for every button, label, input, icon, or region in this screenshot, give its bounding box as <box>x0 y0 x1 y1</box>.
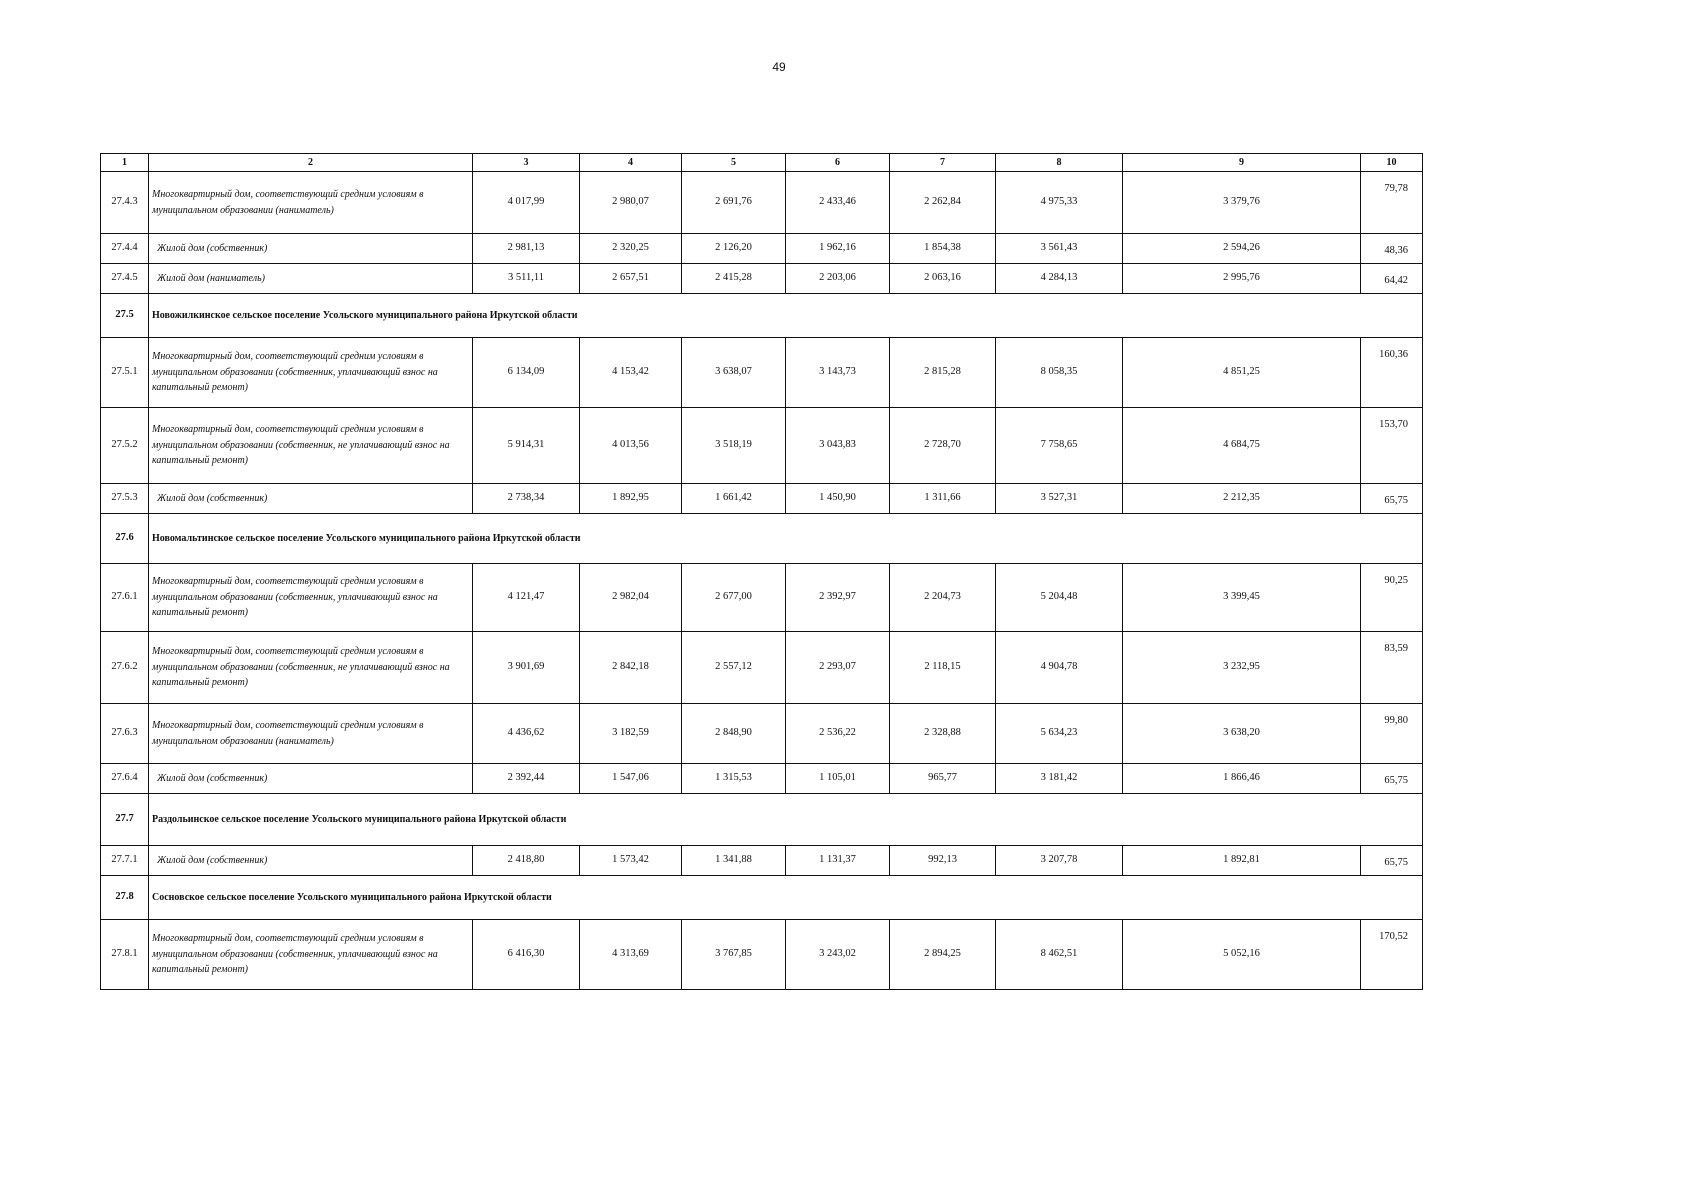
value-col-10: 170,52 <box>1361 920 1423 990</box>
value-col-3: 5 914,31 <box>473 408 580 484</box>
table-row <box>101 408 1423 484</box>
value-col-10: 65,75 <box>1361 484 1423 514</box>
row-code: 27.4.5 <box>101 264 149 294</box>
row-description: Жилой дом (собственник) <box>149 484 473 514</box>
value-col-8: 4 904,78 <box>996 632 1123 704</box>
row-code: 27.6.4 <box>101 764 149 794</box>
row-code: 27.8.1 <box>101 920 149 990</box>
value-col-4: 1 892,95 <box>580 484 682 514</box>
value-col-6: 1 131,37 <box>786 846 890 876</box>
value-col-5: 1 661,42 <box>682 484 786 514</box>
value-col-7: 2 328,88 <box>890 704 996 764</box>
value-col-6: 2 392,97 <box>786 564 890 632</box>
row-description: Многоквартирный дом, соответствующий средним условиям в муниципальном образовании (наниматель) <box>149 172 473 234</box>
value-col-3: 3 901,69 <box>473 632 580 704</box>
value-col-9: 3 232,95 <box>1123 632 1361 704</box>
section-name: Сосновское сельское поселение Усольского муниципального района Иркутской области <box>149 876 1423 920</box>
value-col-4: 1 547,06 <box>580 764 682 794</box>
value-col-5: 2 557,12 <box>682 632 786 704</box>
header-cell-9: 9 <box>1123 154 1361 172</box>
value-col-10: 79,78 <box>1361 172 1423 234</box>
table-row <box>101 764 1423 794</box>
table-row <box>101 234 1423 264</box>
value-col-8: 3 527,31 <box>996 484 1123 514</box>
header-cell-7: 7 <box>890 154 996 172</box>
row-description: Многоквартирный дом, соответствующий средним условиям в муниципальном образовании (собственник, уплачивающий взнос на капитальный ремонт) <box>149 564 473 632</box>
value-col-6: 3 043,83 <box>786 408 890 484</box>
value-col-10: 65,75 <box>1361 846 1423 876</box>
table-body <box>101 154 1423 990</box>
value-col-3: 2 738,34 <box>473 484 580 514</box>
row-code: 27.6.3 <box>101 704 149 764</box>
row-code: 27.7.1 <box>101 846 149 876</box>
value-col-9: 5 052,16 <box>1123 920 1361 990</box>
value-col-4: 3 182,59 <box>580 704 682 764</box>
header-cell-5: 5 <box>682 154 786 172</box>
value-col-8: 7 758,65 <box>996 408 1123 484</box>
value-col-5: 3 767,85 <box>682 920 786 990</box>
value-col-3: 2 392,44 <box>473 764 580 794</box>
value-col-7: 2 728,70 <box>890 408 996 484</box>
value-col-7: 2 815,28 <box>890 338 996 408</box>
section-name: Новомальтинское сельское поселение Усольского муниципального района Иркутской области <box>149 514 1423 564</box>
value-col-6: 3 243,02 <box>786 920 890 990</box>
section-row <box>101 294 1423 338</box>
value-col-7: 2 118,15 <box>890 632 996 704</box>
value-col-5: 3 518,19 <box>682 408 786 484</box>
header-cell-10: 10 <box>1361 154 1423 172</box>
value-col-3: 6 134,09 <box>473 338 580 408</box>
value-col-4: 4 153,42 <box>580 338 682 408</box>
value-col-6: 1 962,16 <box>786 234 890 264</box>
value-col-10: 99,80 <box>1361 704 1423 764</box>
page-number: 49 <box>772 60 786 74</box>
value-col-4: 2 657,51 <box>580 264 682 294</box>
section-name: Новожилкинское сельское поселение Усольского муниципального района Иркутской области <box>149 294 1423 338</box>
value-col-6: 2 293,07 <box>786 632 890 704</box>
value-col-4: 4 013,56 <box>580 408 682 484</box>
header-cell-1: 1 <box>101 154 149 172</box>
value-col-4: 4 313,69 <box>580 920 682 990</box>
section-code: 27.5 <box>101 294 149 338</box>
value-col-10: 83,59 <box>1361 632 1423 704</box>
value-col-9: 4 851,25 <box>1123 338 1361 408</box>
value-col-3: 6 416,30 <box>473 920 580 990</box>
table-row <box>101 846 1423 876</box>
header-cell-3: 3 <box>473 154 580 172</box>
section-name: Раздольинское сельское поселение Усольского муниципального района Иркутской области <box>149 794 1423 846</box>
row-code: 27.5.3 <box>101 484 149 514</box>
tariff-table <box>100 153 1423 990</box>
value-col-6: 1 105,01 <box>786 764 890 794</box>
value-col-5: 1 315,53 <box>682 764 786 794</box>
row-description: Многоквартирный дом, соответствующий средним условиям в муниципальном образовании (наниматель) <box>149 704 473 764</box>
value-col-10: 48,36 <box>1361 234 1423 264</box>
value-col-5: 2 126,20 <box>682 234 786 264</box>
value-col-4: 2 980,07 <box>580 172 682 234</box>
value-col-7: 2 262,84 <box>890 172 996 234</box>
value-col-9: 3 399,45 <box>1123 564 1361 632</box>
value-col-7: 2 204,73 <box>890 564 996 632</box>
value-col-4: 2 320,25 <box>580 234 682 264</box>
value-col-7: 2 063,16 <box>890 264 996 294</box>
value-col-5: 3 638,07 <box>682 338 786 408</box>
value-col-3: 4 017,99 <box>473 172 580 234</box>
row-description: Многоквартирный дом, соответствующий средним условиям в муниципальном образовании (собственник, уплачивающий взнос на капитальный ремонт) <box>149 338 473 408</box>
table-row <box>101 338 1423 408</box>
value-col-3: 3 511,11 <box>473 264 580 294</box>
value-col-7: 1 854,38 <box>890 234 996 264</box>
value-col-8: 3 561,43 <box>996 234 1123 264</box>
value-col-10: 90,25 <box>1361 564 1423 632</box>
value-col-7: 992,13 <box>890 846 996 876</box>
value-col-4: 1 573,42 <box>580 846 682 876</box>
value-col-6: 2 433,46 <box>786 172 890 234</box>
row-code: 27.4.4 <box>101 234 149 264</box>
row-code: 27.6.2 <box>101 632 149 704</box>
row-description: Жилой дом (собственник) <box>149 764 473 794</box>
value-col-7: 1 311,66 <box>890 484 996 514</box>
value-col-8: 4 284,13 <box>996 264 1123 294</box>
value-col-8: 5 634,23 <box>996 704 1123 764</box>
row-description: Многоквартирный дом, соответствующий средним условиям в муниципальном образовании (собственник, уплачивающий взнос на капитальный ремонт) <box>149 920 473 990</box>
value-col-5: 2 691,76 <box>682 172 786 234</box>
header-row <box>101 154 1423 172</box>
header-cell-8: 8 <box>996 154 1123 172</box>
table-row <box>101 704 1423 764</box>
section-code: 27.7 <box>101 794 149 846</box>
value-col-6: 2 203,06 <box>786 264 890 294</box>
section-row <box>101 876 1423 920</box>
row-code: 27.5.2 <box>101 408 149 484</box>
value-col-4: 2 982,04 <box>580 564 682 632</box>
value-col-10: 160,36 <box>1361 338 1423 408</box>
value-col-10: 153,70 <box>1361 408 1423 484</box>
value-col-3: 4 436,62 <box>473 704 580 764</box>
row-description: Жилой дом (собственник) <box>149 846 473 876</box>
header-cell-2: 2 <box>149 154 473 172</box>
value-col-8: 3 181,42 <box>996 764 1123 794</box>
table-row <box>101 920 1423 990</box>
table-row <box>101 172 1423 234</box>
value-col-9: 1 866,46 <box>1123 764 1361 794</box>
section-row <box>101 794 1423 846</box>
value-col-5: 1 341,88 <box>682 846 786 876</box>
value-col-8: 4 975,33 <box>996 172 1123 234</box>
value-col-9: 2 594,26 <box>1123 234 1361 264</box>
value-col-9: 4 684,75 <box>1123 408 1361 484</box>
row-description: Многоквартирный дом, соответствующий средним условиям в муниципальном образовании (собственник, не уплачивающий взнос на капитальный ремонт) <box>149 632 473 704</box>
value-col-7: 965,77 <box>890 764 996 794</box>
value-col-8: 8 058,35 <box>996 338 1123 408</box>
row-description: Многоквартирный дом, соответствующий средним условиям в муниципальном образовании (собственник, не уплачивающий взнос на капитальный ремонт) <box>149 408 473 484</box>
table-row <box>101 484 1423 514</box>
value-col-8: 5 204,48 <box>996 564 1123 632</box>
table-row <box>101 564 1423 632</box>
row-description: Жилой дом (собственник) <box>149 234 473 264</box>
row-code: 27.5.1 <box>101 338 149 408</box>
value-col-5: 2 415,28 <box>682 264 786 294</box>
table-row <box>101 264 1423 294</box>
value-col-10: 65,75 <box>1361 764 1423 794</box>
header-cell-4: 4 <box>580 154 682 172</box>
value-col-6: 3 143,73 <box>786 338 890 408</box>
value-col-5: 2 848,90 <box>682 704 786 764</box>
value-col-7: 2 894,25 <box>890 920 996 990</box>
row-code: 27.4.3 <box>101 172 149 234</box>
value-col-10: 64,42 <box>1361 264 1423 294</box>
value-col-5: 2 677,00 <box>682 564 786 632</box>
value-col-6: 2 536,22 <box>786 704 890 764</box>
header-cell-6: 6 <box>786 154 890 172</box>
value-col-4: 2 842,18 <box>580 632 682 704</box>
section-code: 27.6 <box>101 514 149 564</box>
value-col-3: 2 418,80 <box>473 846 580 876</box>
value-col-9: 3 638,20 <box>1123 704 1361 764</box>
value-col-9: 3 379,76 <box>1123 172 1361 234</box>
value-col-6: 1 450,90 <box>786 484 890 514</box>
value-col-9: 2 212,35 <box>1123 484 1361 514</box>
value-col-3: 2 981,13 <box>473 234 580 264</box>
value-col-8: 8 462,51 <box>996 920 1123 990</box>
section-row <box>101 514 1423 564</box>
row-description: Жилой дом (наниматель) <box>149 264 473 294</box>
table-row <box>101 632 1423 704</box>
value-col-3: 4 121,47 <box>473 564 580 632</box>
row-code: 27.6.1 <box>101 564 149 632</box>
value-col-9: 1 892,81 <box>1123 846 1361 876</box>
value-col-8: 3 207,78 <box>996 846 1123 876</box>
section-code: 27.8 <box>101 876 149 920</box>
value-col-9: 2 995,76 <box>1123 264 1361 294</box>
